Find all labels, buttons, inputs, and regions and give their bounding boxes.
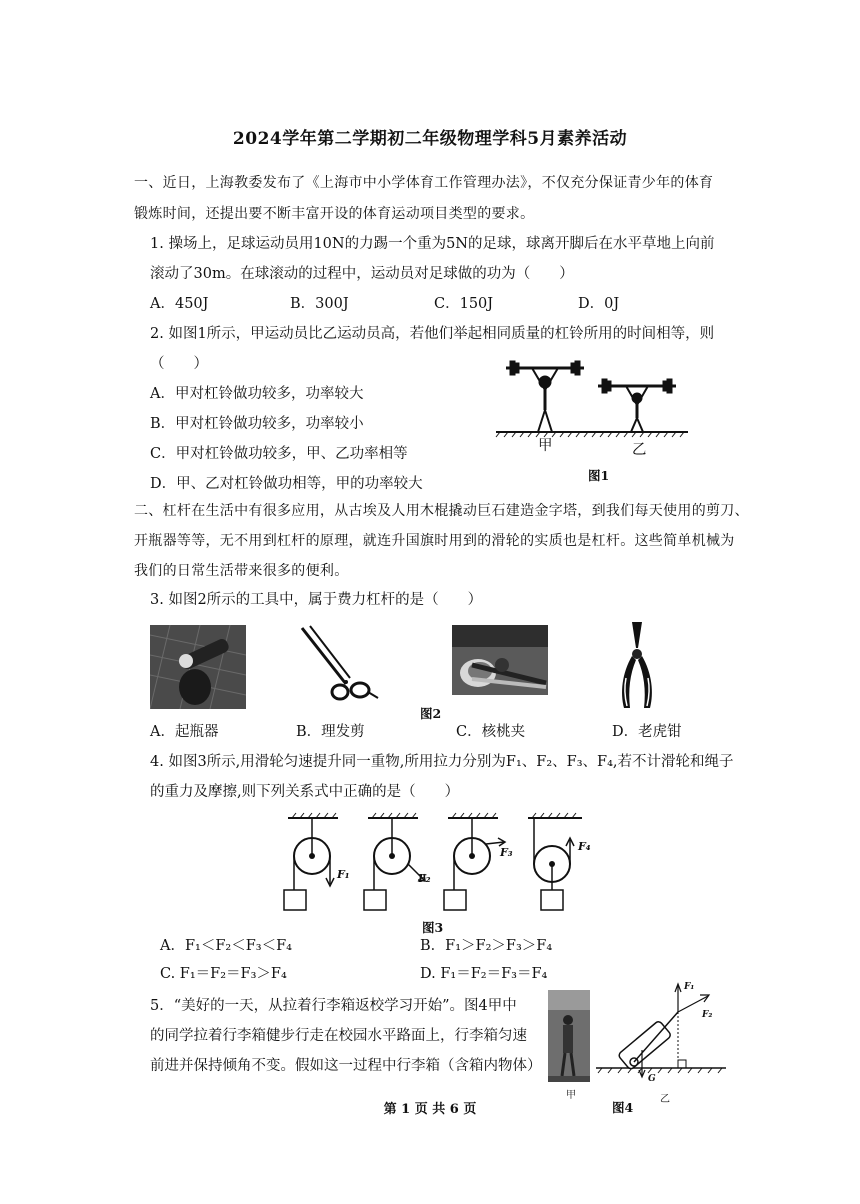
force-label-f1: F₁ [337,868,350,881]
figure1-weightlifters [492,360,692,456]
figure2-caption: 图2 [420,706,442,721]
figure4-caption: 图4 [612,1100,634,1115]
figure4-suitcase-diagram [596,980,728,1080]
scissors-image [296,622,386,710]
section2-intro-line2: 开瓶器等等，无不用到杠杆的原理，就连升国旗时用到的滑轮的实质也是杠杆。这些简单机械为 [134,533,735,549]
q2-option-c: C．甲对杠铃做功较多，甲、乙功率相等 [150,446,408,462]
q4-option-c: C. F₁＝F₂＝F₃＞F₄ [160,966,287,982]
q3-option-c: C．核桃夹 [456,724,526,740]
force-label-f2: F₂ [418,872,431,885]
q2-line1: 2. 如图1所示，甲运动员比乙运动员高，若他们举起相同质量的杠铃所用的时间相等，则 [150,326,715,342]
pliers-image [612,618,662,710]
section1-intro-line1: 一、近日，上海教委发布了《上海市中小学体育工作管理办法》，不仅充分保证青少年的体育 [134,175,714,191]
figure4-f2-label: F₂ [702,1010,713,1020]
q1-option-d: D．0J [578,296,620,312]
force-label-f4: F₄ [578,840,591,853]
force-label-f3: F₃ [500,846,513,859]
q4-line2: 的重力及摩擦,则下列关系式中正确的是（ ） [150,784,460,800]
lifter-b [598,379,676,432]
q2-option-a: A．甲对杠铃做功较多，功率较大 [150,386,364,402]
q2-option-b: B．甲对杠铃做功较多，功率较小 [150,416,364,432]
q5-line2: 的同学拉着行李箱健步行走在校园水平路面上，行李箱匀速 [150,1028,527,1044]
figure4-g-label: G [648,1074,656,1084]
q3-line1: 3. 如图2所示的工具中，属于费力杠杆的是（ ） [150,592,483,608]
q1-line2: 滚动了30m。在球滚动的过程中，运动员对足球做的功为（ ） [150,266,574,282]
q3-option-d: D．老虎钳 [612,724,682,740]
q4-option-a: A．F₁＜F₂＜F₃＜F₄ [160,938,292,954]
figure4-f1-label: F₁ [684,982,695,992]
q3-option-b: B．理发剪 [296,724,365,740]
q5-line3: 前进并保持倾角不变。假如这一过程中行李箱（含箱内物体） [150,1058,542,1074]
section2-intro-line1: 二、杠杆在生活中有很多应用，从古埃及人用木棍撬动巨石建造金字塔，到我们每天使用的剪刀、 [134,503,749,519]
q1-option-c: C．150J [434,296,494,312]
figure1-caption: 图1 [588,468,610,483]
figure4-label-a: 甲 [566,1090,576,1101]
figure1-label-b: 乙 [632,442,647,458]
section2-intro-line3: 我们的日常生活带来很多的便利。 [134,563,349,579]
page-title: 2024学年第二学期初二年级物理学科5月素养活动 [232,129,628,149]
q1-line1: 1. 操场上，足球运动员用10N的力踢一个重为5N的足球，球离开脚后在水平草地上向前 [150,236,715,252]
bottle-opener-image [150,625,246,709]
q2-option-d: D．甲、乙对杠铃做功相等，甲的功率较大 [150,476,423,492]
q5-line1: 5．“美好的一天，从拉着行李箱返校学习开始”。图4甲中 [150,998,517,1014]
pulley-4 [528,813,582,910]
figure3-pulleys [282,812,592,922]
q1-option-a: A．450J [150,296,209,312]
q4-line1: 4. 如图3所示,用滑轮匀速提升同一重物,所用拉力分别为F₁、F₂、F₃、F₄,若不计滑轮和绳子 [150,754,734,770]
page-footer: 第 1 页 共 6 页 [383,1102,477,1117]
q3-option-a: A．起瓶器 [150,724,219,740]
pulley-3 [444,813,505,910]
figure1-label-a: 甲 [538,438,553,454]
pulley-2 [364,813,425,910]
student-photo [548,990,590,1082]
q4-option-b: B．F₁＞F₂＞F₃＞F₄ [420,938,553,954]
q4-option-d: D. F₁＝F₂＝F₃＝F₄ [420,966,548,982]
q1-option-b: B．300J [290,296,349,312]
figure4-label-b: 乙 [660,1094,670,1105]
q2-line2: （ ） [150,356,208,372]
pulley-1 [284,813,338,910]
lifter-a [506,361,584,432]
section1-intro-line2: 锻炼时间，还提出要不断丰富开设的体育运动项目类型的要求。 [134,206,535,222]
nutcracker-image [452,625,548,695]
figure3-caption: 图3 [422,920,444,935]
